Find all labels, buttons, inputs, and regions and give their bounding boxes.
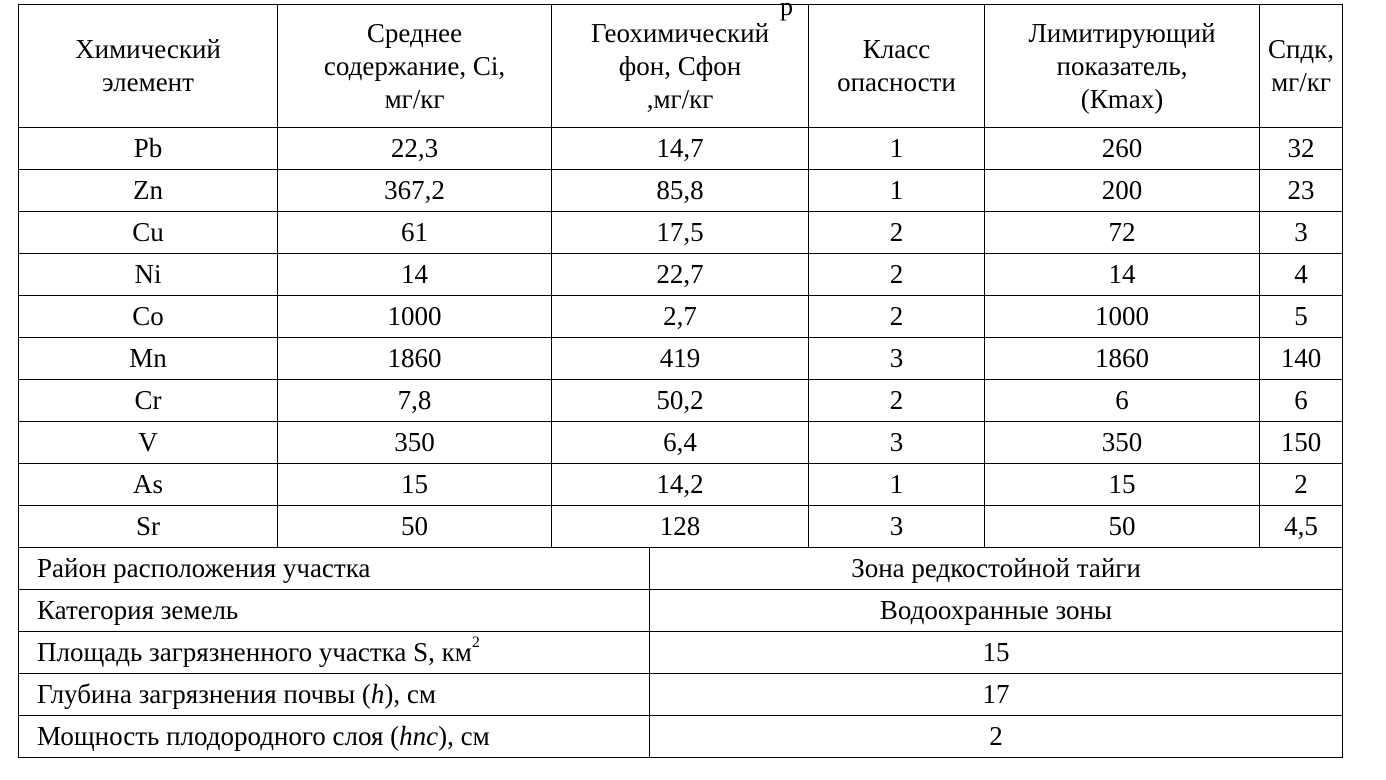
info-label: Район расположения участка [19, 548, 650, 590]
info-row-land-category [19, 590, 1343, 632]
cell-spdk: 4,5 [1260, 506, 1343, 548]
table-row [19, 128, 1343, 170]
table-row [19, 296, 1343, 338]
cell-background: 128 [552, 506, 809, 548]
cell-limiting: 15 [985, 464, 1260, 506]
info-label: Мощность плодородного слоя (hпс), см [19, 716, 650, 758]
cell-limiting: 14 [985, 254, 1260, 296]
info-label: Площадь загрязненного участка S, $км^2$ [19, 632, 650, 674]
cell-spdk: 32 [1260, 128, 1343, 170]
cell-avg-content: 22,3 [278, 128, 552, 170]
cell-background: 50,2 [552, 380, 809, 422]
info-value: 17 [650, 674, 1343, 716]
header-avg-content: Среднее содержание, Сi, мг/кг [278, 5, 552, 128]
cell-element: V [19, 422, 278, 464]
cell-hazard-class: 2 [809, 296, 985, 338]
cell-avg-content: 1000 [278, 296, 552, 338]
cell-spdk: 6 [1260, 380, 1343, 422]
cell-hazard-class: 2 [809, 254, 985, 296]
cell-spdk: 5 [1260, 296, 1343, 338]
cell-limiting: 1860 [985, 338, 1260, 380]
cell-limiting: 260 [985, 128, 1260, 170]
header-hazard-class: Класс опасности [809, 5, 985, 128]
cell-element: Zn [19, 170, 278, 212]
cell-element: As [19, 464, 278, 506]
info-label: Категория земель [19, 590, 650, 632]
cell-limiting: 200 [985, 170, 1260, 212]
info-value: 2 [650, 716, 1343, 758]
table-row [19, 338, 1343, 380]
cell-element: Pb [19, 128, 278, 170]
cell-limiting: 1000 [985, 296, 1260, 338]
cell-spdk: 23 [1260, 170, 1343, 212]
cell-background: 17,5 [552, 212, 809, 254]
cell-element: Sr [19, 506, 278, 548]
cell-avg-content: 350 [278, 422, 552, 464]
header-spdk: Спдк, мг/кг [1260, 5, 1343, 128]
info-row-fertile-layer [19, 716, 1343, 758]
cell-element: Mn [19, 338, 278, 380]
table-row [19, 212, 1343, 254]
cell-spdk: 140 [1260, 338, 1343, 380]
cell-limiting: 6 [985, 380, 1260, 422]
cell-spdk: 2 [1260, 464, 1343, 506]
cell-spdk: 150 [1260, 422, 1343, 464]
soil-contamination-table [18, 4, 1343, 758]
cell-limiting: 50 [985, 506, 1260, 548]
info-value: 15 [650, 632, 1343, 674]
cell-hazard-class: 2 [809, 212, 985, 254]
cell-background: 85,8 [552, 170, 809, 212]
table-row [19, 464, 1343, 506]
cell-hazard-class: 1 [809, 170, 985, 212]
cut-off-caption-fragment: р [780, 0, 793, 21]
cell-avg-content: 367,2 [278, 170, 552, 212]
header-row [19, 5, 1343, 128]
cell-element: Cr [19, 380, 278, 422]
info-value: Зона редкостойной тайги [650, 548, 1343, 590]
cell-hazard-class: 3 [809, 506, 985, 548]
info-label: Глубина загрязнения почвы (h), см [19, 674, 650, 716]
cell-background: 6,4 [552, 422, 809, 464]
info-row-region [19, 548, 1343, 590]
cell-avg-content: 50 [278, 506, 552, 548]
cell-avg-content: 14 [278, 254, 552, 296]
cell-limiting: 72 [985, 212, 1260, 254]
cell-hazard-class: 1 [809, 464, 985, 506]
cell-hazard-class: 2 [809, 380, 985, 422]
cell-spdk: 4 [1260, 254, 1343, 296]
header-background: Геохимический фон, Сфон ,мг/кг [552, 5, 809, 128]
cell-limiting: 350 [985, 422, 1260, 464]
info-row-area [19, 632, 1343, 674]
cell-element: Cu [19, 212, 278, 254]
cell-avg-content: 15 [278, 464, 552, 506]
cell-spdk: 3 [1260, 212, 1343, 254]
table-row [19, 380, 1343, 422]
info-value: Водоохранные зоны [650, 590, 1343, 632]
table-row [19, 506, 1343, 548]
table-row [19, 170, 1343, 212]
cell-background: 419 [552, 338, 809, 380]
cell-avg-content: 61 [278, 212, 552, 254]
cell-hazard-class: 3 [809, 422, 985, 464]
header-element: Химический элемент [19, 5, 278, 128]
cell-element: Co [19, 296, 278, 338]
table-row [19, 254, 1343, 296]
cell-avg-content: 7,8 [278, 380, 552, 422]
cell-background: 14,7 [552, 128, 809, 170]
cell-background: 22,7 [552, 254, 809, 296]
cell-background: 2,7 [552, 296, 809, 338]
table-row [19, 422, 1343, 464]
cell-hazard-class: 1 [809, 128, 985, 170]
header-limiting: Лимитирующий показатель, (Кmax) [985, 5, 1260, 128]
cell-background: 14,2 [552, 464, 809, 506]
info-row-depth [19, 674, 1343, 716]
cell-element: Ni [19, 254, 278, 296]
cell-hazard-class: 3 [809, 338, 985, 380]
cell-avg-content: 1860 [278, 338, 552, 380]
